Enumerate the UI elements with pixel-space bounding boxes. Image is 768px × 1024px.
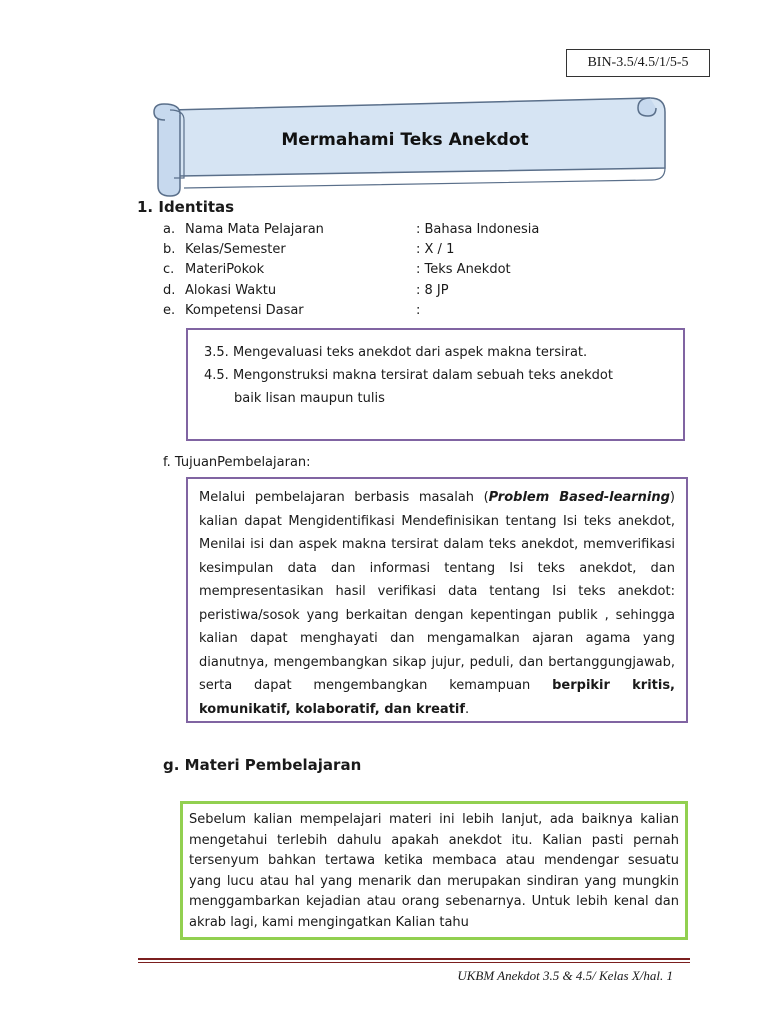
footer-rule-thin bbox=[138, 962, 690, 963]
row-label: Alokasi Waktu bbox=[185, 283, 277, 298]
row-letter: a. bbox=[163, 222, 176, 237]
materi-text: Sebelum kalian mempelajari materi ini lebih lanjut, ada baiknya kalian mengetahui terlebih dahulu apakah anekdot itu. Kalian pasti pernah tersenyum bahkan tertawa ketika membaca atau mendengar sesuatu yang lucu atau hal yang menarik dan merupakan sindiran yang mungkin menggambarkan kejadian atau orang sebenarnya. Untuk lebih kenal dan akrab lagi, kami mengingatkan Kalian tahu bbox=[189, 812, 679, 930]
row-label: Nama Mata Pelajaran bbox=[185, 222, 324, 237]
row-value: : Bahasa Indonesia bbox=[416, 222, 540, 237]
row-value: : 8 JP bbox=[416, 283, 449, 298]
row-label: Kompetensi Dasar bbox=[185, 303, 304, 318]
kompetensi-dasar-box bbox=[186, 328, 685, 441]
row-letter: e. bbox=[163, 303, 176, 318]
identity-row bbox=[163, 240, 583, 260]
footer-rule bbox=[138, 958, 690, 960]
tujuan-label: f. TujuanPembelajaran: bbox=[163, 455, 311, 470]
kd-line-4-5-cont: baik lisan maupun tulis bbox=[234, 391, 385, 406]
identitas-heading: 1. Identitas bbox=[137, 198, 235, 216]
identity-row bbox=[163, 220, 583, 240]
tujuan-bold: berpikir kritis, komunikatif, kolaboratif, dan kreatif bbox=[199, 678, 675, 717]
materi-heading: g. Materi Pembelajaran bbox=[163, 756, 362, 774]
footer-text: UKBM Anekdot 3.5 & 4.5/ Kelas X/hal. 1 bbox=[457, 968, 673, 983]
identity-row bbox=[163, 260, 583, 280]
row-value: : X / 1 bbox=[416, 242, 455, 257]
row-value: : Teks Anekdot bbox=[416, 262, 511, 277]
identity-row bbox=[163, 301, 583, 321]
row-label: Kelas/Semester bbox=[185, 242, 286, 257]
row-label: MateriPokok bbox=[185, 262, 265, 277]
identity-row bbox=[163, 281, 583, 301]
tujuan-text-2: ) kalian dapat Mengidentifikasi Mendefinisikan tentang Isi teks anekdot, Menilai isi dan aspek makna tersirat dalam teks anekdot, memverifikasi kesimpulan data dan informasi tentang Isi teks anekdot, dan mempresentasikan hasil verifikasi data tentang Isi teks anekdot: peristiwa/sosok yang berkaitan dengan kepentingan publik , sehingga kalian dapat menghayati dan mengamalkan ajaran agama yang dianutnya, mengembangkan sikap jujur, peduli, dan bertanggungjawab, serta dapat mengembangkan kemampuan bbox=[199, 490, 675, 693]
kd-line-3-5: 3.5. Mengevaluasi teks anekdot dari aspek makna tersirat. bbox=[204, 345, 588, 360]
tujuan-text-end: . bbox=[465, 701, 470, 717]
row-value: : bbox=[416, 303, 421, 318]
document-code: BIN-3.5/4.5/1/5-5 bbox=[566, 49, 710, 77]
kd-line-4-5: 4.5. Mengonstruksi makna tersirat dalam sebuah teks anekdot bbox=[204, 368, 613, 383]
materi-box bbox=[180, 801, 688, 940]
row-letter: b. bbox=[163, 242, 176, 257]
title-scroll-banner bbox=[140, 90, 670, 200]
row-letter: d. bbox=[163, 283, 176, 298]
tujuan-box bbox=[186, 477, 688, 723]
tujuan-text-1: Melalui pembelajaran berbasis masalah ( bbox=[199, 490, 489, 505]
page-title: Mermahami Teks Anekdot bbox=[281, 130, 529, 150]
row-letter: c. bbox=[163, 262, 175, 277]
tujuan-emphasis: Problem Based-learning bbox=[488, 490, 670, 505]
